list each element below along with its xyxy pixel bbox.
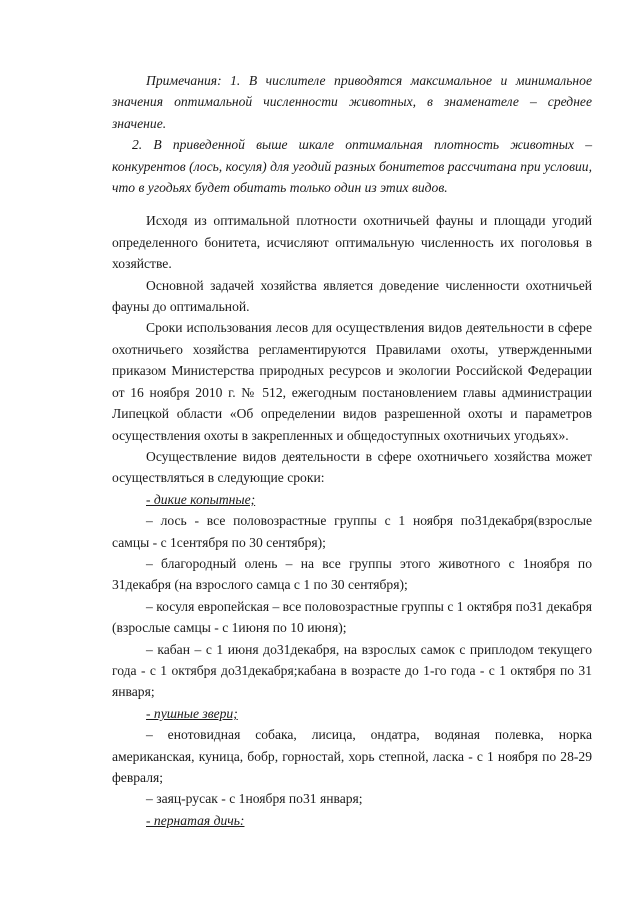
category-fur-animals: - пушные звери; xyxy=(146,705,238,721)
list-item-roe-deer: – косуля европейская – все половозрастные группы с 1 октября по31 декабря (взрослые самцы - с 1июня по 10 июня); xyxy=(112,598,592,636)
list-item-hare: – заяц-русак - с 1ноября по31 января; xyxy=(146,791,363,807)
list-item-moose: – лось - все половозрастные группы с 1 ноября по31декабря(взрослые самцы - с 1сентября по 30 сентября); xyxy=(112,513,592,550)
paragraph-terms-intro: Осуществление видов деятельности в сфере охотничьего хозяйства может осуществляться в следующие сроки: xyxy=(112,448,592,486)
category-game-birds: - пернатая дичь: xyxy=(146,812,245,828)
note-2: 2. В приведенной выше шкале оптимальная плотность животных – конкурентов (лось, косуля) для угодий разных бонитетов рассчитана при условии, что в угодьях будет обитать только один из этих видов. xyxy=(112,137,592,196)
list-item-boar: – кабан – с 1 июня до31декабря, на взрослых самок с приплодом текущего года - с 1 октября до31декабря;кабана в возрасте до 1-го года - с 1 октября по 31 января; xyxy=(112,641,592,700)
note-1: Примечания: 1. В числителе приводятся максимальное и минимальное значения оптимальной численности животных, в знаменателе – среднее значение. xyxy=(112,73,592,131)
list-item-red-deer: – благородный олень – на все группы этого животного с 1ноября по 31декабря (на взрослого самца с 1 по 30 сентября); xyxy=(112,555,592,593)
paragraph-main-task: Основной задачей хозяйства является доведение численности охотничьей фауны до оптимальной. xyxy=(112,277,592,315)
category-ungulates: - дикие копытные; xyxy=(146,491,256,507)
list-item-fur-group: – енотовидная собака, лисица, ондатра, водяная полевка, норка американская, куница, бобр, горностай, хорь степной, ласка - с 1 ноября по 28-29 февраля; xyxy=(112,727,592,785)
paragraph-optimal-density: Исходя из оптимальной плотности охотничьей фауны и площади угодий определенного бонитета, исчисляют оптимальную численность их поголовья в хозяйстве. xyxy=(112,213,592,272)
paragraph-regulation: Сроки использования лесов для осуществления видов деятельности в сфере охотничьего хозяйства регламентируются Правилами охоты, утвержденными приказом Министерства природных ресурсов и экологии Российской Федерации от 16 ноября 2010 г. № 512, ежегодным постановлением главы администрации Липецкой области «Об определении видов разрешенной охоты и параметров осуществления охоты в закрепленных и общедоступных охотничьих угодьях». xyxy=(112,320,592,443)
